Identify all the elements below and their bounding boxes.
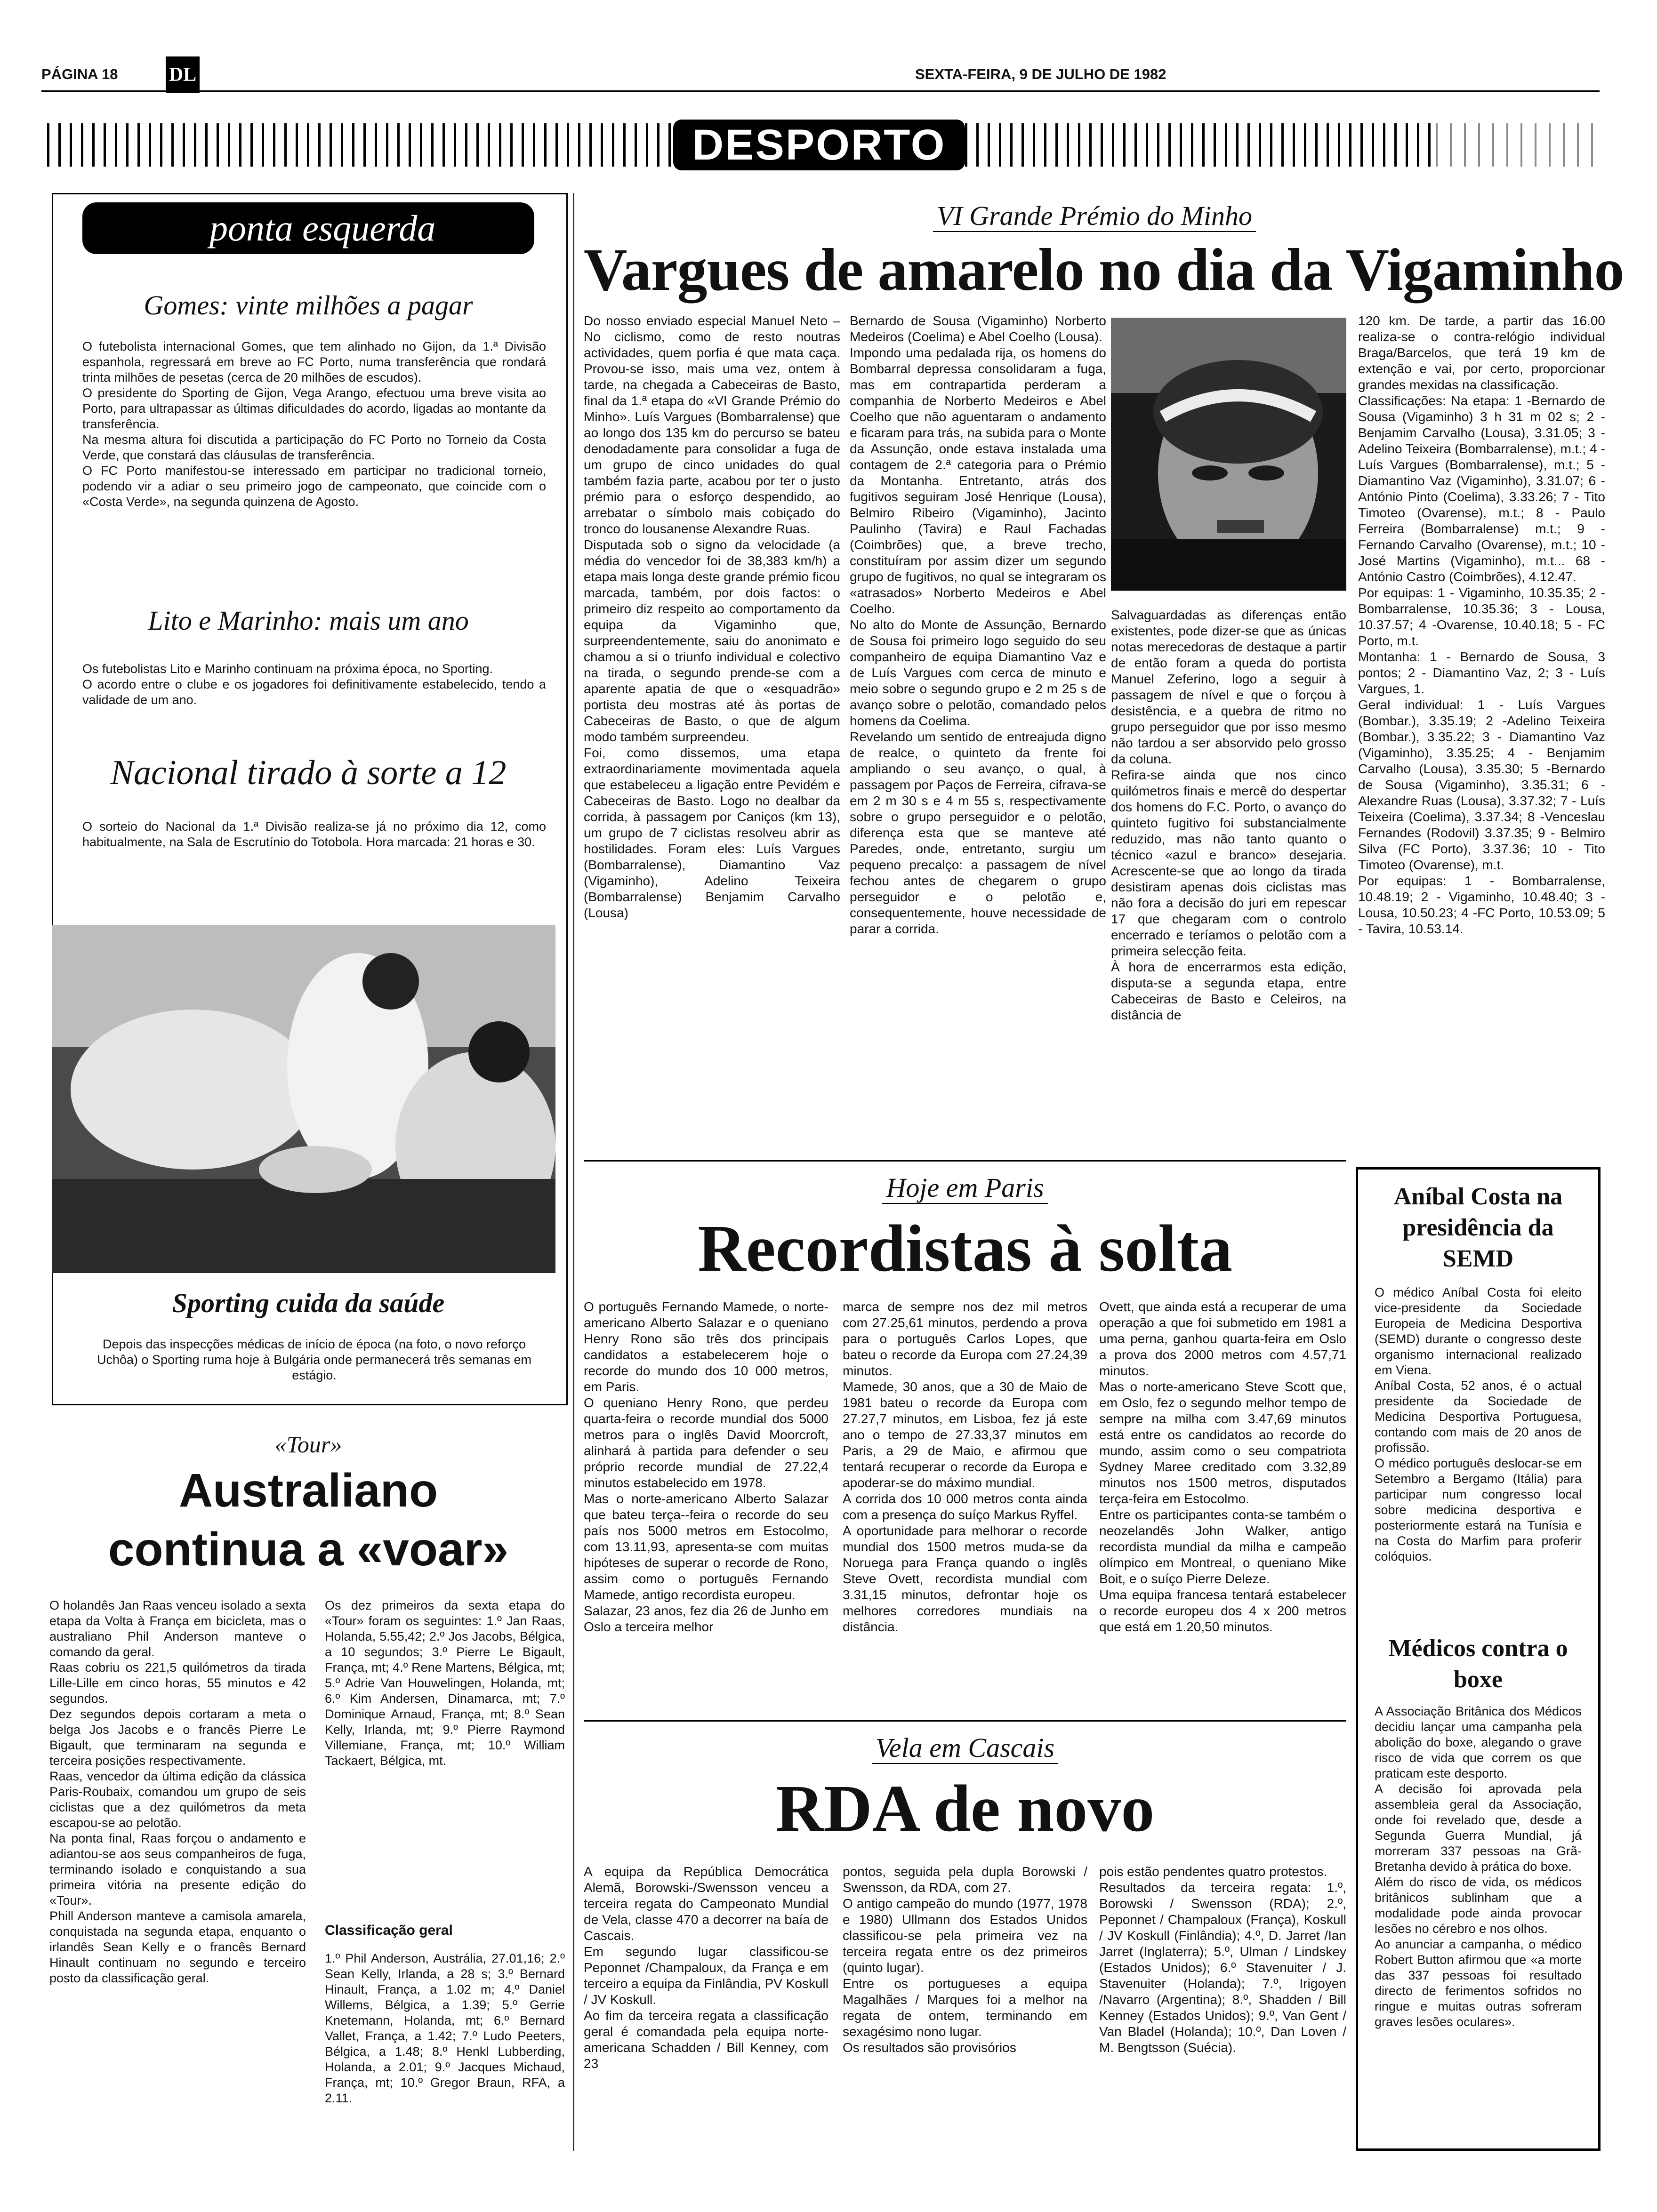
header-rule (41, 90, 1600, 92)
section-banner (673, 120, 965, 170)
minho-headline: Vargues de amarelo no dia da Vigaminho (584, 236, 1624, 303)
tour-column-1: O holandês Jan Raas venceu isolado a sexta etapa da Volta à França em bicicleta, mas o australiano Phil Anderson manteve o comando da geral. Raas cobriu os 221,5 quilómetros da tirada Lille-Lille em cinco horas, 55 minutos e 42 segundos. Dez segundos depois cortaram a meta o belga Jos Jacobs e o francês Pierre Le Bigault, que terminaram na segunda e terceira posições respectivamente. Raas, vencedor da última edição da clássica Paris-Roubaix, comandou um grupo de seis ciclistas que a dez quilómetros da meta escapou-se ao pelotão. Na ponta final, Raas forçou o andamento e adiantou-se aos seus companheiros de fuga, terminando isolado e conquistando a sua primeira vitória na presente edição do «Tour». Phill Anderson manteve a camisola amarela, conquistada na segunda etapa, enquanto o irlandês Sean Kelly e o francês Bernard Hinault continuam no segundo e terceiro posto da classificação geral. (49, 1598, 306, 1985)
tour-column-2a: Os dez primeiros da sexta etapa do «Tour» foram os seguintes: 1.º Jan Raas, Holanda, 5.55,42; 2.º Jos Jacobs, Bélgica, a 10 segundos; 3.º Pierre Le Bigault, França, mt; 4.º Rene Martens, Bélgica, mt; 5.º Adrie Van Houwelingen, Holanda, mt; 6.º Kim Andersen, Dinamarca, mt; 7.º Dominique Arnaud, França, mt; 8.º Sean Kelly, Irlanda, mt; 9.º Pierre Raymond Villemiane, França, mt; 10.º William Tackaert, Bélgica, mt. (325, 1598, 565, 1768)
box-body-2: A Associação Britânica dos Médicos decidiu lançar uma campanha pela abolição do boxe, alegando o grave risco de vida que correm os que praticam este desporto. A decisão foi aprovada pela assembleia geral da Associação, onde foi revelado que, desde a Segunda Guerra Mundial, já morreram 337 pessoas na Grã-Bretanha devido à prática do boxe. Além do risco de vida, os médicos britânicos sublinham que a modalidade pode ainda provocar lesões no cérebro e nos olhos. Ao anunciar a campanha, o médico Robert Button afirmou que «a morte das 337 pessoas foi resultado directo de ferimentos sofridos no ringue e muitas outras sofreram graves lesões oculares». (1375, 1704, 1582, 2029)
column-divider (573, 193, 574, 2151)
sidebar-headline-4: Sporting cuida da saúde (172, 1288, 445, 1318)
minho-column-2: Bernardo de Sousa (Vigaminho) Norberto Medeiros (Coelima) e Abel Coelho (Lousa). Impondo uma pedalada rija, os homens do Bombarral depressa consolidaram a fuga, mas em contrapartida perderam a companhia de Norberto Medeiros e Abel Coelho que não aguentaram o andamento e ficaram para trás, na subida para o Monte da Assunção, onde estava instalada uma contagem de 2.ª categoria para o Prémio da Montanha. Entretanto, atrás dos fugitivos seguiram José Henrique (Lousa), Belmiro Ribeiro (Vigaminho), Jacinto Paulinho (Tavira) e Raul Fachadas (Coimbrões) que, a breve trecho, constituíram por assim dizer um segundo grupo de fugitivos, no qual se integraram os «atrasados» Norberto Medeiros e Abel Coelho. No alto do Monte de Assunção, Bernardo de Sousa foi primeiro logo seguido do seu companheiro de equipa Diamantino Vaz e de Luís Vargues com cerca de minuto e meio sobre o segundo grupo e 2 m 25 s de avanço sobre o pelotão, comandado pelos homens da Coelima. Revelando um sentido de entreajuda digno de realce, o quinteto da frente foi ampliando o seu avanço, o qual, à passagem por Paços de Ferreira, cifrava-se em 2 m 30 s e 4 m 55 s, respectivamente sobre o grupo perseguidor e o pelotão, diferença esta que se manteve até Paredes, onde, entretanto, surgiu um pequeno precalço: a passagem de nível fechou antes de chegarem o grupo perseguidor e o pelotão e, consequentemente, houve necessidade de parar a corrida. (850, 313, 1106, 936)
cascais-column-3: pois estão pendentes quatro protestos. Resultados da terceira regata: 1.º, Borowski / Swensson (RDA); 2.º, Peponnet / Champaloux (França), Koskull / JV Koskull (Finlândia); 4.º, D. Jarret /Ian Jarret (Inglaterra); 5.º, Ulman / Lindskey (Estados Unidos); 6.º Stavenuiter / J. Stavenuiter (Holanda); 7.º, Irigoyen /Navarro (Argentina); 8.º, Shadden / Bill Kenney (Estados Unidos); 9.º, Van Gent / Van Bladel (Holanda); 10.º, Dan Loven / M. Bengtsson (Suécia). (1099, 1864, 1346, 2055)
cyclist-photo (1111, 318, 1346, 591)
paris-kicker-text: Hoje em Paris (882, 1172, 1047, 1204)
paris-headline: Recordistas à solta (698, 1211, 1232, 1285)
sidebar-headline-1: Gomes: vinte milhões a pagar (144, 290, 473, 321)
paris-kicker (584, 1172, 1346, 1203)
banner-hatching-right-fade (1436, 123, 1605, 167)
tour-headline-line2: continua a «voar» (108, 1523, 509, 1576)
sidebar-body-4: Depois das inspecções médicas de início de época (na foto, o novo reforço Uchôa) o Sporting ruma hoje à Bulgária onde permanecerá três semanas em estágio. (97, 1337, 531, 1382)
box-headline-1: Aníbal Costa na presidência da SEMD (1393, 1183, 1563, 1272)
medical-inspection-photo (52, 925, 555, 1273)
medical-inspection-image (52, 925, 555, 1273)
tour-headline-line1: Australiano (178, 1464, 438, 1517)
cascais-kicker-text: Vela em Cascais (872, 1732, 1058, 1764)
cyclist-portrait-image (1111, 318, 1346, 591)
paris-column-3: Ovett, que ainda está a recuperar de uma operação a que foi submetido em 1981 a uma perna, ganhou quarta-feira em Oslo a prova dos 2000 metros com 4.57,71 minutos. Mas o norte-americano Steve Scott que, em Oslo, fez o segundo melhor tempo de sempre na milha com 3.47,69 minutos está entre os candidatos ao recorde do mundo, assim como o seu compatriota Sydney Maree creditado com 3.32,89 minutos nos 1500 metros, disputados terça-feira em Estocolmo. Entre os participantes conta-se também o neozelandês John Walker, antigo recordista mundial da milha e campeão olímpico em Montreal, o queniano Mike Boit, e o suíço Pierre Deleze. Uma equipa francesa tentará estabelecer o recorde europeu dos 4 x 200 metros que está em 1.20,50 minutos. (1099, 1299, 1346, 1634)
tour-classification-title: Classificação geral (325, 1923, 453, 1938)
sidebar-body-1: O futebolista internacional Gomes, que tem alinhado no Gijon, da 1.ª Divisão espanhola, regressará em breve ao FC Porto, numa transferência que rondará trinta milhões de pesetas (cerca de 20 milhões de escudos). O presidente do Sporting de Gijon, Vega Arango, efectuou uma breve visita ao Porto, para ultrapassar as últimas dificuldades do acordo, ligadas ao montante da transferência. Na mesma altura foi discutida a participação do FC Porto no Torneio da Costa Verde, que constará das cláusulas de transferência. O FC Porto manifestou-se interessado em participar no tradicional torneio, podendo vir a adiar o seu primeiro jogo de campeonato, que coincide com o «Costa Verde», na segunda quinzena de Agosto. (82, 339, 546, 509)
section-title: DESPORTO (692, 121, 946, 169)
banner-hatching-right (965, 123, 1436, 167)
paris-bottom-rule (584, 1720, 1346, 1722)
cascais-column-2: pontos, seguida pela dupla Borowski / Swensson, da RDA, com 27. O antigo campeão do mundo (1977, 1978 e 1980) Ullmann dos Estados Unidos classificou-se pela primeira vez na terceira regata entre os dez primeiros (quinto lugar). Entre os portugueses a equipa Magalhães / Marques foi a melhor na regata de ontem, terminando em sexagésimo nono lugar. Os resultados são provisórios (843, 1864, 1087, 2055)
cascais-headline: RDA de novo (775, 1771, 1155, 1845)
minho-column-1: Do nosso enviado especial Manuel Neto – No ciclismo, como de resto noutras actividades, quem porfia é que mata caça. Provou-se isso, mais uma vez, ontem à tarde, na chegada a Cabeceiras de Basto, final da 1.ª etapa do «VI Grande Prémio do Minho». Luís Vargues (Bombarralense) que ao longo dos 135 km do percurso se bateu denodadamente para consolidar a fuga de um grupo de cinco unidades do qual também fazia parte, acabou por ter o justo prémio para o esforço despendido, ao arrebatar o símbolo mais cobiçado do tronco do lousanense Alexandre Ruas. Disputada sob o signo da velocidade (a média do vencedor foi de 38,383 km/h) a etapa mais longa deste grande prémio ficou marcada, também, por dois factos: o primeiro diz respeito ao comportamento da equipa da Vigaminho que, surpreendentemente, saiu do anonimato e chamou a si o triunfo individual e colectivo na tirada, o segundo prende-se com a aparente apatia de que o «esquadrão» portista deu mostras até às portas de Cabeceiras de Basto, o que de algum modo também surpreendeu. Foi, como dissemos, uma etapa extraordinariamente movimentada aquela que estabeleceu a ligação entre Pevidém e Cabeceiras de Basto. Logo no dealbar da corrida, à passagem por Caniços (km 13), um grupo de 7 ciclistas resolveu abrir as hostilidades. Foram eles: Luís Vargues (Bombarralense), Diamantino Vaz (Vigaminho), Adelino Teixeira (Bombarralense) Benjamim Carvalho (Lousa) (584, 313, 840, 920)
newspaper-logo: DL (166, 56, 200, 93)
publication-date: SEXTA-FEIRA, 9 DE JULHO DE 1982 (915, 66, 1166, 82)
sidebar-body-2: Os futebolistas Lito e Marinho continuam na próxima época, no Sporting. O acordo entre o clube e os jogadores foi definitivamente estabelecido, tendo a validade de um ano. (82, 662, 546, 707)
tour-column-2b: 1.º Phil Anderson, Austrália, 27.01,16; 2.º Sean Kelly, Irlanda, a 28 s; 3.º Bernard Hinault, França, a 1.02 m; 4.º Daniel Willems, Bélgica, a 1.39; 5.º Gerrie Knetemann, Holanda, mt; 6.º Bernard Vallet, França, a 1.42; 7.º Ludo Peeters, Bélgica, a 1.48; 8.º Henkl Lubberding, Holanda, a 2.01; 9.º Jacques Michaud, França, mt; 10.º Gregor Braun, RFA, a 2.11. (325, 1951, 565, 2105)
minho-kicker (584, 200, 1605, 232)
cascais-column-1: A equipa da República Democrática Alemã, Borowski-/Swensson venceu a terceira regata do Campeonato Mundial de Vela, classe 470 a decorrer na baía de Cascais. Em segundo lugar classificou-se Peponnet /Champaloux, da França e em terceiro a equipa da Finlândia, PV Koskull / JV Koskull. Ao fim da terceira regata a classificação geral é comandada pela equipa norte-americana Schadden / Bill Kenney, com 23 (584, 1864, 828, 2071)
sidebar-headline-2: Lito e Marinho: mais um ano (148, 605, 469, 636)
minho-bottom-rule (584, 1160, 1346, 1162)
tour-kicker: «Tour» (274, 1431, 342, 1458)
minho-kicker-text: VI Grande Prémio do Minho (933, 200, 1256, 232)
box-headline-2: Médicos contra o boxe (1388, 1635, 1568, 1693)
minho-column-4: 120 km. De tarde, a partir das 16.00 realiza-se o contra-relógio individual Braga/Barcelos, que terá 19 km de extenção e vai, por certo, proporcionar grandes mexidas na classificação. Classificações: Na etapa: 1 -Bernardo de Sousa (Vigaminho) 3 h 31 m 02 s; 2 - Benjamim Carvalho (Lousa), 3.31.05; 3 -Adelino Teixeira (Bombarralense), m.t.; 4 - Luís Vargues (Bombarralense), m.t.; 5 - Diamantino Vaz (Vigaminho), 3.31.07; 6 - António Pinto (Coelima), 3.33.26; 7 - Tito Timoteo (Ovarense), m.t.; 8 - Paulo Ferreira (Bombarralense) m.t.; 9 -Fernando Carvalho (Ovarense), m.t.; 10 - José Martins (Vigaminho), m.t... 68 - António Castro (Coimbrões), 4.12.47. Por equipas: 1 - Vigaminho, 10.35.35; 2 - Bombarralense, 10.35.36; 3 - Lousa, 10.37.57; 4 -Ovarense, 10.40.18; 5 - FC Porto, m.t. Montanha: 1 - Bernardo de Sousa, 3 pontos; 2 - Diamantino Vaz, 2; 3 - Luís Vargues, 1. Geral individual: 1 - Luís Vargues (Bombar.), 3.35.19; 2 -Adelino Teixeira (Bombar.), 3.35.22; 3 - Diamantino Vaz (Vigaminho), 3.35.25; 4 - Benjamim Carvalho (Lousa), 3.35.30; 5 -Bernardo de Sousa (Vigaminho), 3.35.31; 6 - Alexandre Ruas (Lousa), 3.37.32; 7 - Luís Teixeira (Coelima), 3.37.34; 8 -Venceslau Fernandes (Rodovil) 3.37.35; 9 - Belmiro Silva (FC Porto), 3.37.36; 10 - Tito Timoteo (Ovarense), m.t. Por equipas: 1 - Bombarralense, 10.48.19; 2 - Vigaminho, 10.48.40; 3 - Lousa, 10.50.23; 4 -FC Porto, 10.53.09; 5 - Tavira, 10.53.14. (1358, 313, 1605, 936)
box-body-1: O médico Aníbal Costa foi eleito vice-presidente da Sociedade Europeia de Medicina Desportiva (SEMD) durante o congresso deste organismo internacional realizado em Viena. Aníbal Costa, 52 anos, é o actual presidente da Sociedade de Medicina Desportiva Portuguesa, contando com mais de 20 anos de profissão. O médico português deslocar-se em Setembro a Bergamo (Itália) para participar num congresso local sobre medicina desportiva e posteriormente estará na Tunísia e na Costa do Marfim para proferir colóquios. (1375, 1285, 1582, 1563)
banner-hatching-left (47, 123, 673, 167)
paris-column-2: marca de sempre nos dez mil metros com 27.25,61 minutos, perdendo a prova para o português Carlos Lopes, que bateu o recorde da Europa com 27.24,39 minutos. Mamede, 30 anos, que a 30 de Maio de 1981 bateu o recorde da Europa com 27.27,7 minutos, em Lisboa, fez já este ano o tempo de 27.33,37 minutos em Paris, a 29 de Maio, e afirmou que tentará recuperar o recorde da Europa e apoderar-se do máximo mundial. A corrida dos 10 000 metros conta ainda com a presença do suíço Markus Ryffel. A oportunidade para melhorar o recorde mundial dos 1500 metros muda-se da Noruega para França quando o inglês Steve Ovett, recordista mundial com 3.31,15 minutos, defrontar hoje os melhores corredores mundiais na distância. (843, 1299, 1087, 1634)
paris-column-1: O português Fernando Mamede, o norte-americano Alberto Salazar e o queniano Henry Rono são três dos principais candidatos a estabelecerem hoje o recorde do mundo dos 10 000 metros, em Paris. O queniano Henry Rono, que perdeu quarta-feira o recorde mundial dos 5000 metros para o inglês David Moorcroft, alinhará à partida para defender o seu próprio recorde mundial de 27.22,4 minutos estabelecido em 1978. Mas o norte-americano Alberto Salazar que bateu terça--feira o recorde do seu país nos 5000 metros em Estocolmo, com 13.11,93, apresenta-se com muitas hipóteses de superar o recorde de Rono, assim como o português Fernando Mamede, antigo recordista europeu. Salazar, 23 anos, fez dia 26 de Junho em Oslo a terceira melhor (584, 1299, 828, 1634)
sidebar-body-3: O sorteio do Nacional da 1.ª Divisão realiza-se já no próximo dia 12, como habitualmente, na Sala de Escrutínio do Totobola. Hora marcada: 21 horas e 30. (82, 819, 546, 849)
cascais-kicker (584, 1732, 1346, 1763)
minho-column-3: Salvaguardadas as diferenças então existentes, pode dizer-se que as únicas notas merecedoras de destaque a partir de então foram a queda do portista Manuel Zeferino, logo a seguir à passagem de nível e que o forçou à desistência, e a quebra de ritmo no grupo perseguidor que por isso mesmo não tardou a ser absorvido pelo grosso da coluna. Refira-se ainda que nos cinco quilómetros finais e mercê do despertar dos homens do F.C. Porto, o avanço do quinteto fugitivo foi substancialmente reduzido, mas não tanto quanto o técnico «azul e branco» desejaria. Acrescente-se que ao longo da tirada desistiram apenas dois ciclistas mas não fora a decisão do juri em repescar 17 que chegaram com o controlo encerrado e teríamos o pelotão com a primeira selecção feita. À hora de encerrarmos esta edição, disputa-se a segunda etapa, entre Cabeceiras de Basto e Celeiros, na distância de (1111, 608, 1346, 1022)
column-title: ponta esquerda (209, 208, 436, 248)
page-number: PÁGINA 18 (41, 66, 118, 82)
column-title-banner (82, 202, 534, 254)
sidebar-headline-3: Nacional tirado à sorte a 12 (110, 753, 507, 792)
